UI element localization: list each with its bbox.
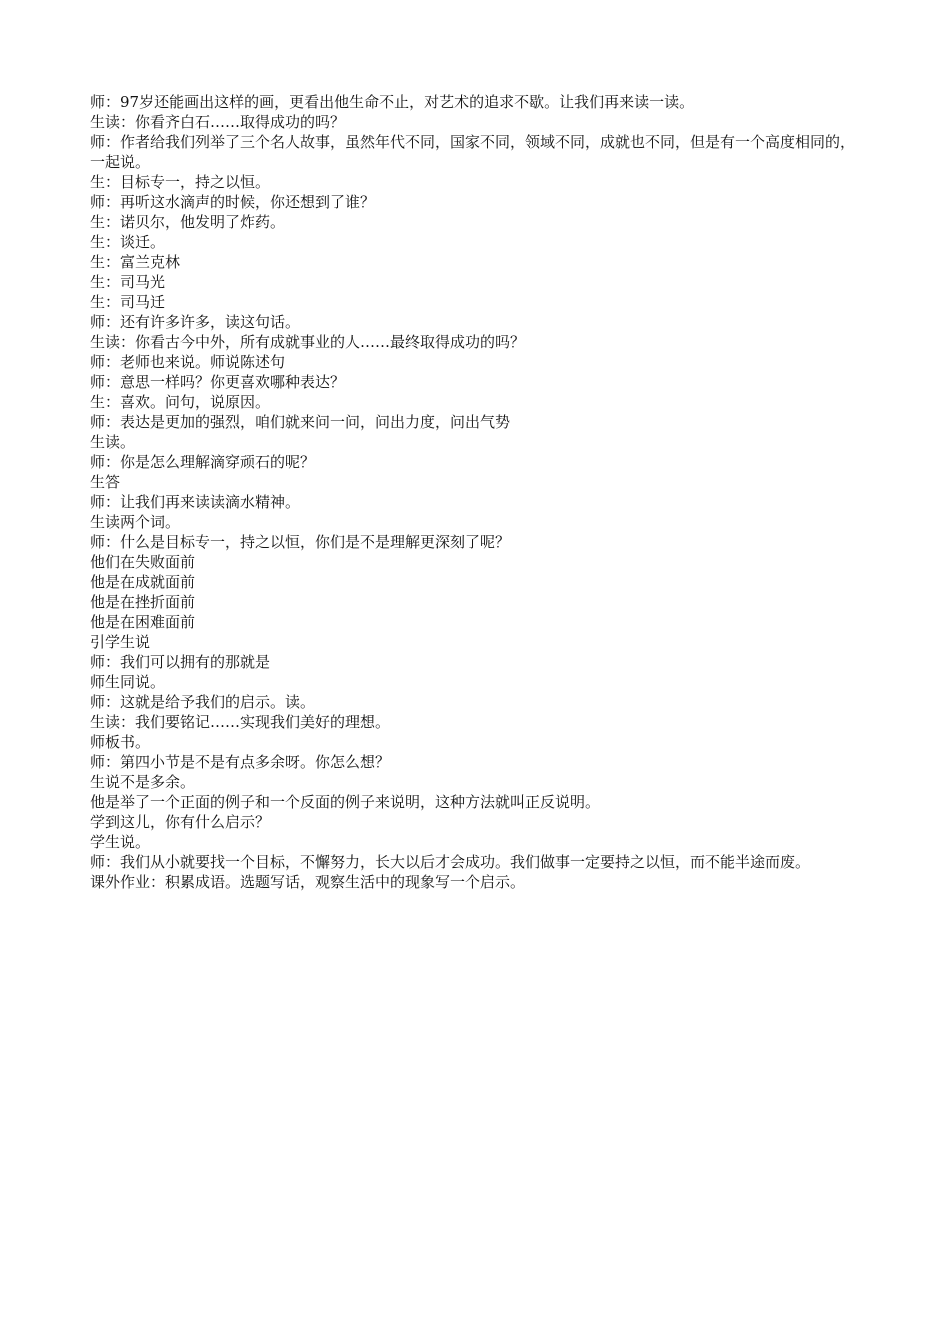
text-line: 他是在挫折面前 — [90, 593, 196, 611]
text-line: 师：再听这水滴声的时候，你还想到了谁？ — [90, 193, 376, 211]
text-line: 师生同说。 — [90, 673, 166, 691]
text-line: 师：意思一样吗？你更喜欢哪种表达？ — [90, 373, 346, 391]
text-line: 课外作业：积累成语。选题写话，观察生活中的现象写一个启示。 — [90, 873, 526, 891]
text-line: 生读两个词。 — [90, 513, 181, 531]
text-line: 生读：你看齐白石……取得成功的吗？ — [90, 113, 346, 131]
text-line: 师板书。 — [90, 733, 151, 751]
text-line: 师：作者给我们列举了三个名人故事，虽然年代不同，国家不同，领域不同，成就也不同，但是有一个高度相同的，一起说。 — [90, 133, 856, 171]
text-line: 师：老师也来说。师说陈述句 — [90, 353, 286, 371]
text-line: 师：97岁还能画出这样的画，更看出他生命不止，对艺术的追求不歇。让我们再来读一读。 — [90, 93, 695, 111]
text-line: 他是在困难面前 — [90, 613, 196, 631]
text-line: 生读。 — [90, 433, 136, 451]
text-line: 生读：你看古今中外，所有成就事业的人……最终取得成功的吗？ — [90, 333, 526, 351]
text-line: 他们在失败面前 — [90, 553, 196, 571]
text-line: 师：什么是目标专一，持之以恒，你们是不是理解更深刻了呢？ — [90, 533, 511, 551]
text-line: 师：第四小节是不是有点多余呀。你怎么想？ — [90, 753, 391, 771]
text-line: 生：司马光 — [90, 273, 166, 291]
text-line: 师：还有许多许多，读这句话。 — [90, 313, 301, 331]
text-line: 生：目标专一，持之以恒。 — [90, 173, 271, 191]
text-line: 生读：我们要铭记……实现我们美好的理想。 — [90, 713, 391, 731]
lesson-transcript — [90, 92, 860, 892]
text-line: 学生说。 — [90, 833, 151, 851]
text-line: 生：喜欢。问句，说原因。 — [90, 393, 271, 411]
text-line: 学到这儿，你有什么启示？ — [90, 813, 271, 831]
text-line: 师：让我们再来读读滴水精神。 — [90, 493, 301, 511]
text-line: 生：谈迁。 — [90, 233, 166, 251]
text-line: 生：诺贝尔，他发明了炸药。 — [90, 213, 286, 231]
text-line: 师：我们从小就要找一个目标，不懈努力，长大以后才会成功。我们做事一定要持之以恒，而不能半途而废。 — [90, 853, 811, 871]
text-line: 他是举了一个正面的例子和一个反面的例子来说明，这种方法就叫正反说明。 — [90, 793, 601, 811]
text-line: 师：我们可以拥有的那就是 — [90, 653, 271, 671]
text-line: 师：表达是更加的强烈，咱们就来问一问，问出力度，问出气势 — [90, 413, 511, 431]
text-line: 生：富兰克林 — [90, 253, 181, 271]
text-line: 生：司马迁 — [90, 293, 166, 311]
text-line: 引学生说 — [90, 633, 151, 651]
text-line: 师：这就是给予我们的启示。读。 — [90, 693, 316, 711]
text-line: 生说不是多余。 — [90, 773, 196, 791]
text-line: 他是在成就面前 — [90, 573, 196, 591]
text-line: 生答 — [90, 473, 121, 491]
text-line: 师：你是怎么理解滴穿顽石的呢？ — [90, 453, 316, 471]
